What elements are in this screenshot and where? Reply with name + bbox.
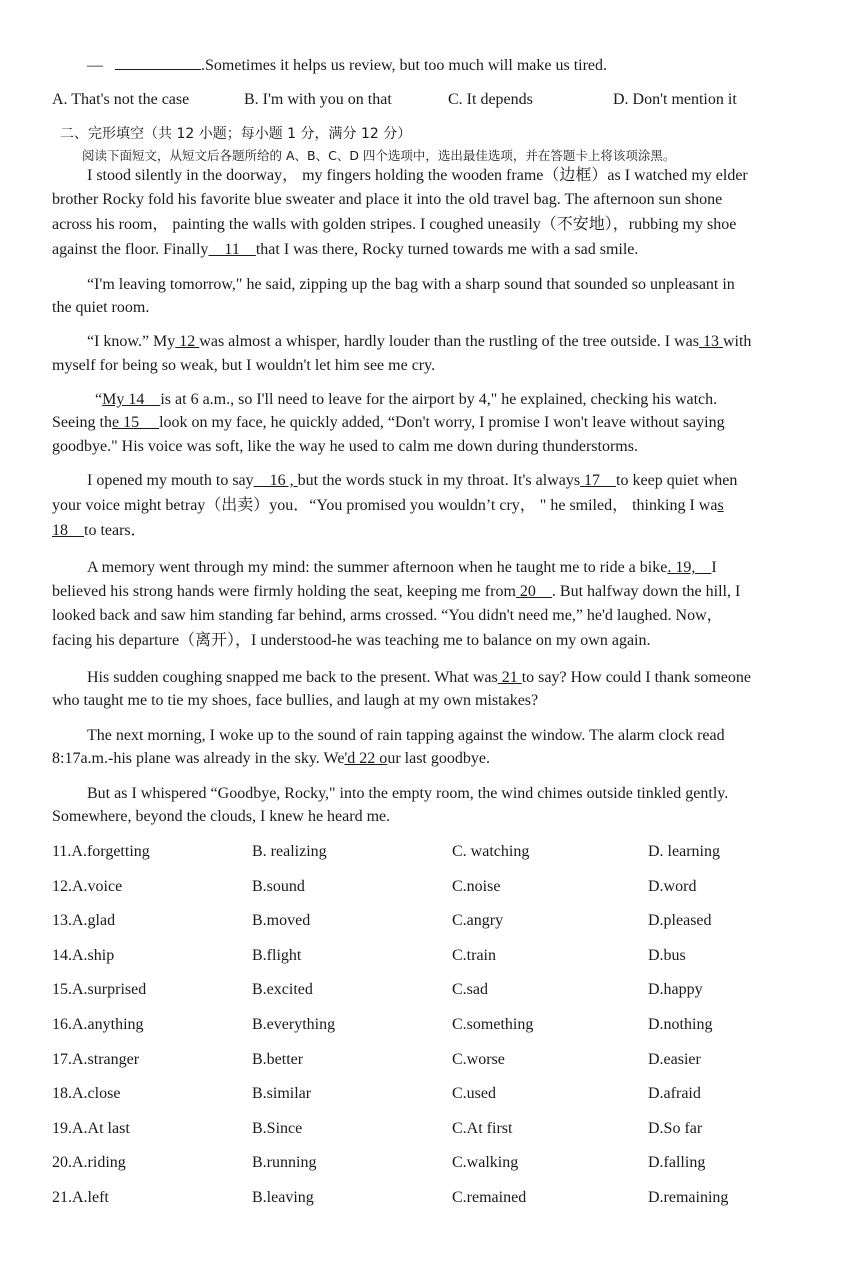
option-d: D. Don't mention it: [613, 91, 737, 108]
option-b: B.running: [252, 1154, 317, 1172]
blank-13: 13: [698, 333, 723, 350]
option-d: D.afraid: [648, 1085, 701, 1103]
dash: —: [87, 57, 103, 74]
option-row: [52, 1015, 812, 1035]
option-a: 14.A.ship: [52, 946, 115, 964]
passage-line: [87, 668, 751, 688]
text: against the floor. Finally: [52, 241, 209, 258]
option-row: [52, 980, 812, 1000]
option-row: [52, 877, 812, 897]
passage-line: [52, 496, 724, 516]
option-row: [52, 1050, 812, 1070]
passage-line: [87, 471, 737, 491]
option-c: C.sad: [452, 981, 488, 999]
section-title: 二、完形填空（共 12 小题；每小题 1 分，满分 12 分）: [60, 126, 412, 142]
option-c: C.At first: [452, 1119, 513, 1137]
option-a: 19.A.At last: [52, 1119, 130, 1137]
passage-line: across his room， painting the walls with golden stripes. I coughed uneasily（不安地），rubbing my shoe: [52, 216, 737, 233]
blank-14: My 14: [102, 391, 161, 408]
text: I opened my mouth to say: [87, 472, 254, 489]
text: to say? How could I thank someone: [521, 669, 751, 686]
text: “: [95, 391, 103, 408]
option-d: D.falling: [648, 1154, 706, 1172]
text: “I know.” My: [87, 333, 176, 350]
text: to keep quiet when: [616, 472, 738, 489]
blank-17: 17: [580, 472, 617, 489]
option-row: [52, 946, 812, 966]
question-10-options: [52, 90, 812, 110]
passage-line: facing his departure（离开），I understood-he was teaching me to balance on my own again.: [52, 632, 651, 649]
option-a: A. That's not the case: [52, 91, 190, 108]
passage-line: “I'm leaving tomorrow," he said, zipping up the bag with a sharp sound that sounded so unpleasant in: [87, 276, 735, 293]
blank-16: 16 ,: [253, 472, 298, 489]
passage-line: brother Rocky fold his favorite blue sweater and place it into the old travel bag. The afternoon sun shone: [52, 191, 723, 208]
option-c: C.train: [452, 946, 496, 964]
option-d: D.happy: [648, 981, 703, 999]
text: to tears．: [84, 522, 147, 539]
text: with: [722, 333, 752, 350]
text: His sudden coughing snapped me back to the present. What was: [87, 669, 498, 686]
passage-line: [52, 749, 490, 769]
text: s: [717, 497, 724, 514]
text: believed his strong hands were firmly holding the seat, keeping me from: [52, 583, 516, 600]
option-d: D.remaining: [648, 1189, 729, 1206]
blank-15: e 15: [112, 414, 160, 431]
text: I: [711, 559, 717, 576]
option-c: C.noise: [452, 877, 501, 895]
passage-line: myself for being so weak, but I wouldn't let him see me cry.: [52, 357, 436, 374]
option-d: D.bus: [648, 946, 686, 964]
option-c: C.something: [452, 1016, 534, 1033]
option-row: [52, 1153, 812, 1173]
text: . But halfway down the hill, I: [551, 583, 741, 600]
blank-21: 21: [497, 669, 522, 686]
option-b: B.Since: [252, 1119, 303, 1137]
text: ur last goodbye.: [387, 750, 490, 767]
passage-line: Somewhere, beyond the clouds, I knew he heard me.: [52, 808, 391, 825]
option-a: 12.A.voice: [52, 877, 123, 895]
option-b: B. realizing: [252, 843, 327, 860]
passage-line: the quiet room.: [52, 299, 150, 316]
text: 8:17a.m.-his plane was already in the sky. We: [52, 750, 345, 767]
passage-line: [52, 582, 740, 602]
passage-line: [52, 413, 725, 433]
option-c: C.remained: [452, 1189, 527, 1206]
option-c: C.worse: [452, 1050, 505, 1068]
option-b: B.excited: [252, 981, 313, 999]
option-row: [52, 1188, 812, 1208]
section-instruction: 阅读下面短文，从短文后各题所给的 A、B、C、D 四个选项中，选出最佳选项，并在答题卡上将该项涂黑。: [82, 148, 676, 163]
blank-18: 18: [52, 522, 84, 539]
passage-line: I stood silently in the doorway， my fingers holding the wooden frame（边框）as I watched my elder: [87, 167, 748, 184]
blank-11: 11: [208, 241, 256, 258]
text: but the words stuck in my throat. It's always: [297, 472, 581, 489]
option-b: B.flight: [252, 946, 302, 964]
option-d: D. learning: [648, 843, 720, 860]
option-b: B.moved: [252, 912, 311, 930]
question-text: .Sometimes it helps us review, but too much will make us tired.: [201, 57, 608, 74]
text: is at 6 a.m., so I'll need to leave for the airport by 4," he explained, checking his watch.: [160, 391, 718, 408]
passage-line: But as I whispered “Goodbye, Rocky," into the empty room, the wind chimes outside tinkled gently.: [87, 785, 729, 802]
option-a: 21.A.left: [52, 1189, 109, 1206]
option-c: C.angry: [452, 912, 504, 930]
option-a: 17.A.stranger: [52, 1050, 140, 1068]
passage-line: The next morning, I woke up to the sound of rain tapping against the window. The alarm clock read: [87, 727, 725, 744]
option-d: D.word: [648, 877, 697, 895]
option-c: C. watching: [452, 843, 530, 860]
option-a: 18.A.close: [52, 1085, 121, 1103]
option-a: 11.A.forgetting: [52, 843, 150, 860]
text: look on my face, he quickly added, “Don't worry, I promise I won't leave without saying: [159, 414, 725, 431]
text: that I was there, Rocky turned towards me with a sad smile.: [255, 241, 639, 258]
passage-line: who taught me to tie my shoes, face bullies, and laugh at my own mistakes?: [52, 692, 539, 709]
option-b: B.better: [252, 1050, 304, 1068]
option-c: C.walking: [452, 1154, 519, 1172]
blank-20: 20: [515, 583, 552, 600]
passage-line: [87, 558, 717, 578]
option-row: [52, 911, 812, 931]
option-a: 15.A.surprised: [52, 981, 147, 999]
option-row: [52, 1119, 812, 1139]
text: was almost a whisper, hardly louder than the rustling of the tree outside. I was: [199, 333, 699, 350]
question-10-stem: [87, 54, 607, 76]
option-d: D.easier: [648, 1050, 701, 1068]
option-row: [52, 842, 812, 862]
option-a: 20.A.riding: [52, 1154, 126, 1172]
option-b: B.leaving: [252, 1189, 314, 1206]
passage-line: [52, 240, 638, 260]
option-d: D.nothing: [648, 1016, 713, 1033]
text: Seeing th: [52, 414, 112, 431]
passage-line: [95, 390, 717, 410]
option-b: B. I'm with you on that: [244, 91, 392, 108]
passage-line: goodbye." His voice was soft, like the way he used to calm me down during thunderstorms.: [52, 438, 638, 455]
option-c: C. It depends: [448, 91, 533, 108]
passage-line: [52, 521, 147, 541]
option-a: 16.A.anything: [52, 1016, 144, 1033]
option-b: B.sound: [252, 877, 305, 895]
answer-blank: [115, 54, 201, 70]
option-b: B.everything: [252, 1016, 336, 1033]
option-b: B.similar: [252, 1085, 312, 1103]
option-row: [52, 1084, 812, 1104]
blank-22: 'd 22 o: [344, 750, 388, 767]
option-a: 13.A.glad: [52, 912, 116, 930]
blank-19: . 19,: [667, 559, 712, 576]
option-c: C.used: [452, 1085, 496, 1103]
blank-12: 12: [175, 333, 200, 350]
passage-line: [87, 332, 751, 352]
passage-line: looked back and saw him standing far behind, arms crossed. “You didn't need me,” he'd laughed. Now，: [52, 607, 723, 624]
text: A memory went through my mind: the summer afternoon when he taught me to ride a bike: [87, 559, 668, 576]
text: your voice might betray（出卖）you．“You promised you wouldn’t cry， " he smiled， thinking I wa: [52, 497, 718, 514]
option-d: D.pleased: [648, 912, 712, 930]
option-d: D.So far: [648, 1119, 703, 1137]
